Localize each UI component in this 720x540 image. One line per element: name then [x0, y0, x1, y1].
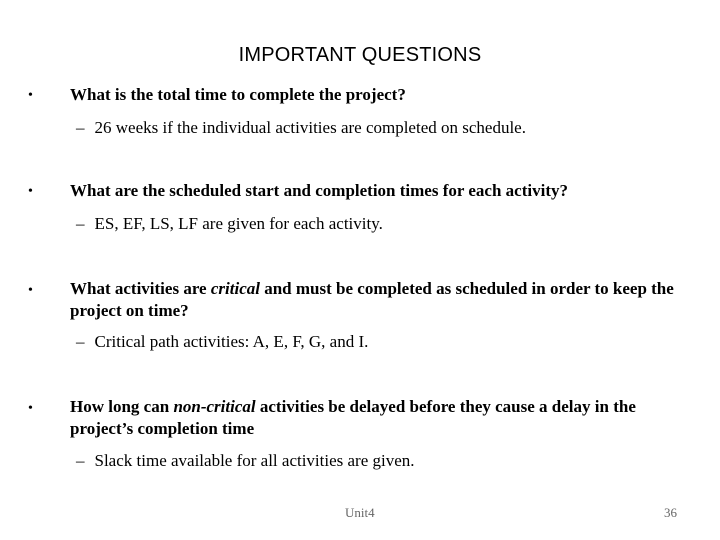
question-4: How long can non-critical activities be delayed before they cause a delay in the project’s completion time [70, 397, 636, 438]
slide-title: IMPORTANT QUESTIONS [238, 44, 482, 66]
answer-4: – Slack time available for all activities are given. [76, 451, 415, 470]
answer-3: – Critical path activities: A, E, F, G, and I. [76, 332, 369, 351]
question-1: What is the total time to complete the project? [70, 85, 406, 104]
bullet-1: • [28, 88, 33, 103]
answer-2: – ES, EF, LS, LF are given for each activity. [76, 214, 383, 233]
bullet-4: • [28, 401, 33, 416]
answer-1: – 26 weeks if the individual activities are completed on schedule. [76, 118, 526, 137]
footer-unit: Unit4 [345, 505, 375, 520]
bullet-3: • [28, 283, 33, 298]
page-number: 36 [664, 505, 677, 520]
question-3: What activities are critical and must be completed as scheduled in order to keep the project on time? [70, 279, 674, 320]
bullet-2: • [28, 184, 33, 199]
question-2: What are the scheduled start and completion times for each activity? [70, 181, 568, 200]
